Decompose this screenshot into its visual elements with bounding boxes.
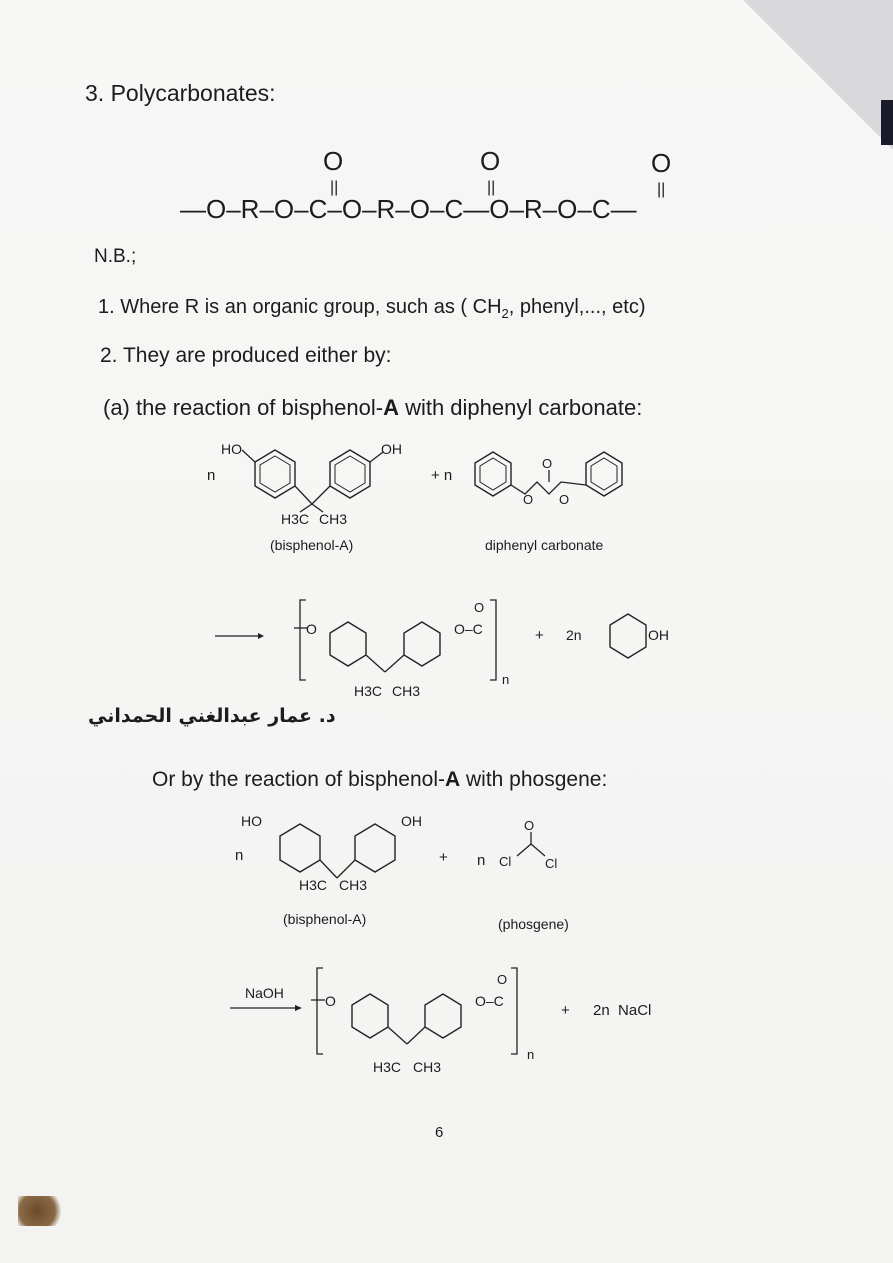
- or-line: [152, 768, 607, 792]
- coef-n2: n: [477, 852, 486, 869]
- h3c-label: H3C: [299, 877, 328, 893]
- ho-label: HO: [221, 441, 242, 457]
- h3c-label: H3C: [373, 1059, 402, 1075]
- dpc-o-2: O: [559, 492, 570, 507]
- subscript-n: n: [527, 1047, 535, 1062]
- note-item-1-sub: 2: [501, 306, 509, 321]
- plus-sign: +: [535, 627, 544, 644]
- ring-right: [355, 824, 395, 872]
- chain-formula: —O–R–O–C–O–R–O–C—O–R–O–C—: [180, 194, 637, 224]
- benzene-ring-left: [255, 450, 295, 498]
- ch3-label: CH3: [319, 511, 348, 527]
- oh-label: OH: [381, 441, 402, 457]
- h3c-label: H3C: [354, 683, 383, 699]
- note-item-a-end: with diphenyl carbonate:: [398, 395, 643, 420]
- bracket-right: [490, 600, 496, 680]
- ester-label: O–C: [454, 621, 483, 637]
- carbonyl-o-2: O: [480, 146, 501, 176]
- page-fold-corner: [743, 0, 893, 150]
- ring-left: [280, 824, 320, 872]
- product-ring-right: [404, 622, 440, 666]
- ester-o-top: O: [474, 600, 485, 615]
- arrow-head-1: [258, 633, 264, 639]
- label-bisphenol: (bisphenol-A): [283, 911, 367, 927]
- double-bond-3: ||: [657, 181, 666, 198]
- product-ring-left: [352, 994, 388, 1038]
- label-phosgene: (phosgene): [498, 916, 569, 932]
- ch3-label: CH3: [392, 683, 421, 699]
- benzene-ring-right: [330, 450, 370, 498]
- reaction-1-product: [210, 592, 690, 702]
- note-item-a-bold: A: [383, 395, 399, 420]
- note-item-2: 2. They are produced either by:: [100, 344, 392, 367]
- dpc-o-top: O: [542, 456, 553, 471]
- phenol-oh: OH: [648, 627, 669, 643]
- reaction-2-product: [225, 962, 665, 1082]
- page-number: 6: [435, 1124, 444, 1141]
- ester-o-top: O: [497, 972, 508, 987]
- o-left: O: [325, 993, 336, 1009]
- reaction-2-reactants: [225, 808, 595, 938]
- coef-n: n: [207, 467, 216, 484]
- reaction-1-reactants: [195, 432, 665, 562]
- product-ring-right: [425, 994, 461, 1038]
- note-item-a-text: (a) the reaction of bisphenol-: [103, 395, 384, 420]
- benzene-ring-left-inner: [260, 456, 290, 492]
- bond-c-right: [337, 860, 355, 878]
- plus-n: + n: [431, 467, 453, 484]
- phenol-ring: [610, 614, 646, 658]
- ester-label: O–C: [475, 993, 504, 1009]
- plus-sign: +: [561, 1002, 570, 1019]
- h3c-label: H3C: [281, 511, 310, 527]
- note-item-a: [103, 395, 642, 421]
- label-bisphenol: (bisphenol-A): [270, 537, 354, 553]
- page-edge-shadow: [881, 100, 893, 145]
- bracket-right: [511, 968, 517, 1054]
- note-item-1-end: , phenyl,..., etc): [508, 296, 646, 318]
- cl-right: Cl: [545, 856, 558, 871]
- bond-c-left: [320, 860, 337, 878]
- note-item-1-text: 1. Where R is an organic group, such as ( CH: [98, 296, 502, 318]
- subscript-n: n: [502, 672, 510, 687]
- or-line-text: Or by the reaction of bisphenol-: [152, 768, 445, 791]
- o-left: O: [306, 621, 317, 637]
- dpc-ring-left-inner: [480, 458, 506, 490]
- carbonyl-o-3: O: [651, 148, 672, 178]
- coef-2n: 2n: [566, 627, 582, 643]
- phosgene-bonds: [517, 844, 545, 856]
- author-signature: د. عمار عبدالغني الحمداني: [88, 705, 336, 727]
- double-bond-1: ||: [330, 179, 339, 196]
- label-diphenyl-carbonate: diphenyl carbonate: [485, 537, 604, 553]
- nb-label: N.B.;: [94, 246, 137, 267]
- product-ring-left: [330, 622, 366, 666]
- polycarbonate-structure: [175, 140, 715, 235]
- phosgene-o: O: [524, 818, 535, 833]
- bond-1: [388, 1027, 407, 1044]
- scan-smudge: [18, 1196, 66, 1226]
- section-heading: 3. Polycarbonates:: [85, 80, 276, 106]
- note-item-1: [98, 296, 645, 321]
- benzene-ring-right-inner: [335, 456, 365, 492]
- double-bond-2: ||: [487, 179, 496, 196]
- oh-label: OH: [401, 813, 422, 829]
- or-line-bold: A: [445, 768, 461, 791]
- dpc-ring-right-inner: [591, 458, 617, 490]
- ch3-label: CH3: [339, 877, 368, 893]
- arrow-head-2: [295, 1005, 302, 1011]
- bond-2: [385, 655, 404, 672]
- naoh-label: NaOH: [245, 985, 284, 1001]
- plus-sign: +: [439, 849, 448, 866]
- bond-1: [366, 655, 385, 672]
- cl-left: Cl: [499, 854, 512, 869]
- bond-c-right: [312, 486, 330, 504]
- ch3-label: CH3: [413, 1059, 442, 1075]
- nacl-label: 2n NaCl: [593, 1002, 652, 1019]
- bond-ho: [242, 450, 255, 462]
- or-line-end: with phosgene:: [460, 768, 608, 791]
- carbonyl-o-1: O: [323, 146, 344, 176]
- ho-label: HO: [241, 813, 262, 829]
- bracket-left: [300, 600, 306, 680]
- bracket-left: [317, 968, 323, 1054]
- bond-c-left: [295, 486, 312, 504]
- dpc-o-1: O: [523, 492, 534, 507]
- bond-2: [407, 1027, 425, 1044]
- coef-n: n: [235, 847, 244, 864]
